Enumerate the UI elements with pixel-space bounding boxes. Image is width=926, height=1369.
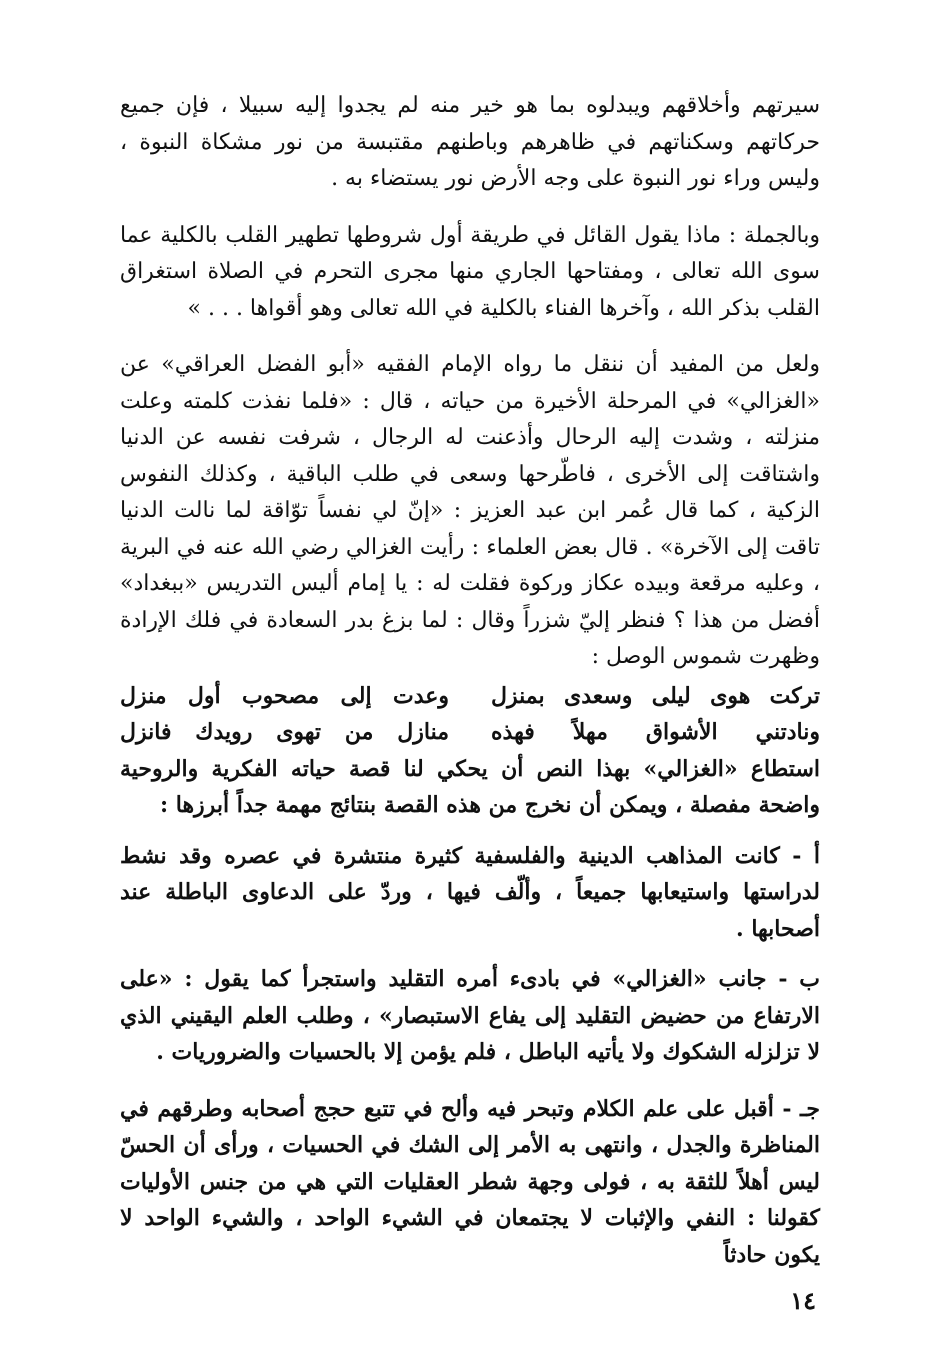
poem-verse [120,678,820,715]
paragraph-2: وبالجملة : ماذا يقول القائل في طريقة أول شروطها تطهير القلب بالكلية عما سوى الله تعالى ، ومفتاحها الجاري منها مجرى التحرم في الصلاة استغراق القلب بذكر الله ، وآخرها الفناء بالكلية في الله تعالى وهو أقواها . . . » [120,222,820,321]
paragraph-4: استطاع «الغزالي» بهذا النص أن يحكي لنا قصة حياته الفكرية والروحية واضحة مفصلة ، ويمكن أن نخرج من هذه القصة بنتائج مهمة جداً أبرزها : [120,755,820,818]
poem-hemistich: ونادتني الأشواق مهلاً فهذه [491,719,820,745]
list-item-a: أ - كانت المذاهب الدينية والفلسفية كثيرة منتشرة في عصره وقد نشط لدراستها واستيعابها جميعاً ، وألّف فيها ، وردّ على الدعاوى الباطلة عند أصحابها . [120,842,820,942]
page-number: ١٤ [790,1286,816,1315]
poem-verse [120,714,820,751]
paragraph-1: سيرتهم وأخلاقهم ويبدلوه بما هو خير منه لم يجدوا إليه سبيلا ، فإن جميع حركاتهم وسكناتهم في ظاهرهم وباطنهم مقتبسة من نور مشكاة النبوة ، وليس وراء نور النبوة على وجه الأرض نور يستضاء به . [120,93,820,191]
page-body [120,88,820,1273]
list-item-c: جـ - أقبل على علم الكلام وتبحر فيه وألح في تتبع حجج أصحابه وطرقهم في المناظرة والجدل ، وانتهى به الأمر إلى الشك في الحسيات ، ورأى أن الحسّ ليس أهلاً للثقة به ، فولى وجهة شطر العقليات التي هي من جنس الأوليات كقولنا : النفي والإثبات لا يجتمعان في الشيء الواحد ، والشيء الواحد لا يكون حادثاً [120,1095,820,1268]
poem-hemistich: تركت هوى ليلى وسعدى بمنزل [491,682,820,709]
poem-hemistich: منازل من تهوى رويدك فانزل [120,719,449,745]
list-item-b: ب - جانب «الغزالي» في بادىء أمره التقليد واستجرأ كما يقول : «على الارتفاع من حضيض التقليد إلى يفاع الاستبصار» ، وطلب العلم اليقيني الذي لا تزلزله الشكوك ولا يأتيه الباطل ، فلم يؤمن إلا بالحسيات والضروريات . [120,966,820,1065]
paragraph-3: ولعل من المفيد أن ننقل ما رواه الإمام الفقيه «أبو الفضل العراقي» عن «الغزالي» في المرحلة الأخيرة من حياته ، قال : «فلما نفذت كلمته وعلت منزلته ، وشدت إليه الرحال وأذعنت له الرجال ، شرفت نفسه عن الدنيا واشتاقت إلى الأخرى ، فاطّرحها وسعى في طلب الباقية ، وكذلك النفوس الزكية ، كما قال عُمر ابن عبد العزيز : «إنّ لي نفساً توّاقة لما نالت الدنيا تاقت إلى الآخرة» . قال بعض العلماء : رأيت الغزالي رضي الله عنه في البرية ، وعليه مرقعة وبيده عكاز وركوة فقلت له : يا إمام أليس التدريس «ببغداد» أفضل من هذا ؟ فنظر إليّ شزراً وقال : لما بزغ بدر السعادة في فلك الإرادة وظهرت شموس الوصل : [120,352,820,669]
poem-hemistich: وعدت إلى مصحوب أول منزل [120,682,449,709]
poem [120,678,820,751]
